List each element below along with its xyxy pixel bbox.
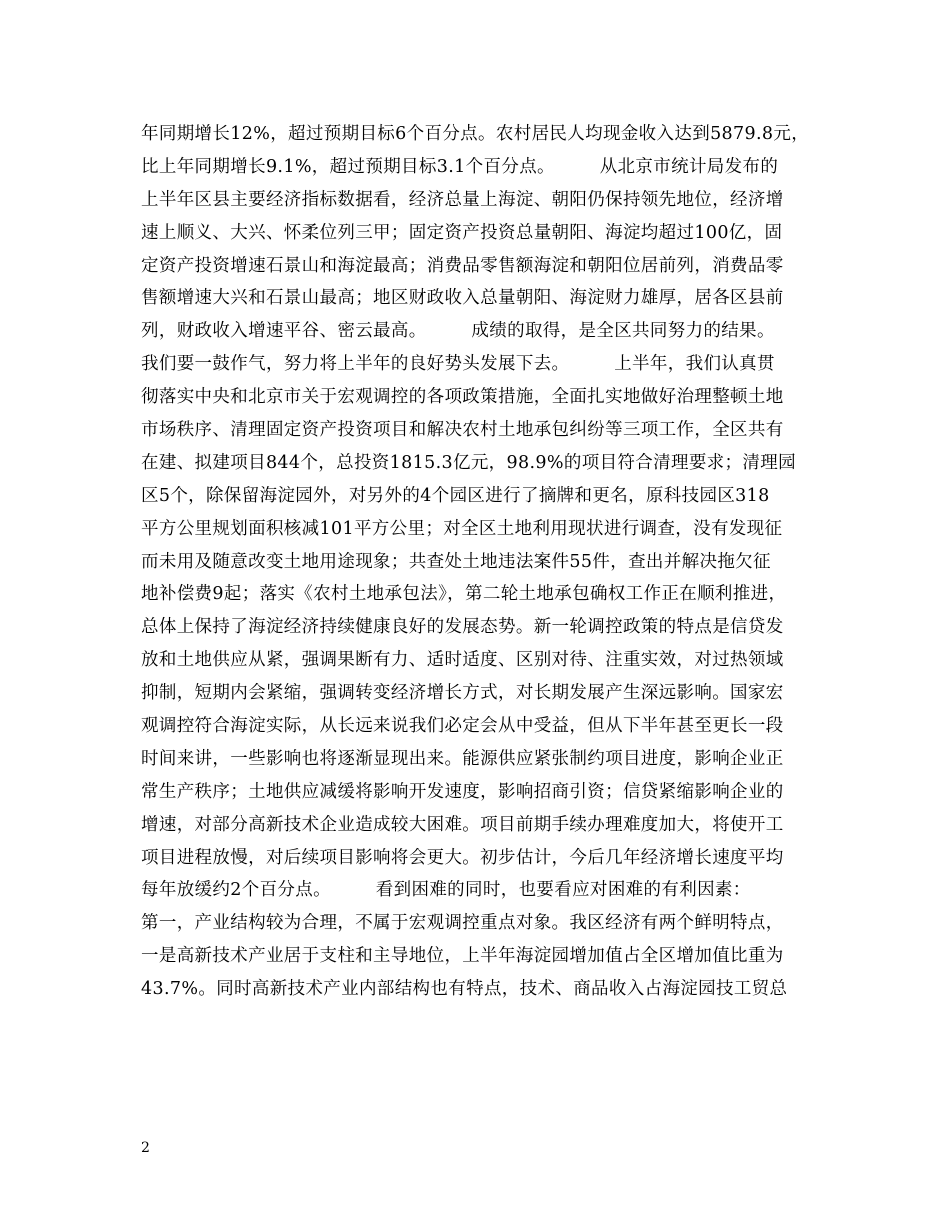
- text-line: 一是高新技术产业居于支柱和主导地位，上半年海淀园增加值占全区增加值比重为: [141, 946, 784, 967]
- text-line: 时间来讲，一些影响也将逐渐显现出来。能源供应紧张制约项目进度，影响企业正: [141, 748, 784, 769]
- text-line: 增速，对部分高新技术企业造成较大困难。项目前期手续办理难度加大，将使开工: [141, 814, 784, 835]
- text-line: 43.7%。同时高新技术产业内部结构也有特点，技术、商品收入占海淀园技工贸总: [141, 979, 788, 1000]
- text-line: 项目进程放慢，对后续项目影响将会更大。初步估计，今后几年经济增长速度平均: [141, 847, 784, 868]
- text-line: 市场秩序、清理固定资产投资项目和解决农村土地承包纠纷等三项工作，全区共有: [141, 420, 784, 441]
- text-line: 上半年区县主要经济指标数据看，经济总量上海淀、朝阳仍保持领先地位，经济增: [141, 189, 784, 210]
- text-line: 比上年同期增长9.1%，超过预期目标3.1个百分点。 从北京市统计局发布的: [141, 156, 779, 177]
- text-line: 定资产投资增速石景山和海淀最高；消费品零售额海淀和朝阳位居前列，消费品零: [141, 255, 784, 276]
- body-text: [141, 118, 841, 1006]
- text-line: 在建、拟建项目844个，总投资1815.3亿元，98.9%的项目符合清理要求；清理园: [141, 452, 796, 473]
- text-line: 速上顺义、大兴、怀柔位列三甲；固定资产投资总量朝阳、海淀均超过100亿，固: [141, 222, 783, 243]
- text-line: 每年放缓约2个百分点。 看到困难的同时，也要看应对困难的有利因素：: [141, 880, 751, 901]
- text-line: 常生产秩序；土地供应减缓将影响开发速度，影响招商引资；信贷紧缩影响企业的: [141, 781, 784, 802]
- text-line: 而未用及随意改变土地用途现象；共查处土地违法案件55件，查出并解决拖欠征: [141, 551, 771, 572]
- text-line: 彻落实中央和北京市关于宏观调控的各项政策措施，全面扎实地做好治理整顿土地: [141, 387, 784, 408]
- text-line: 地补偿费9起；落实《农村土地承包法》，第二轮土地承包确权工作正在顺利推进，: [141, 584, 787, 605]
- text-line: 我们要一鼓作气，努力将上半年的良好势头发展下去。 上半年，我们认真贯: [141, 354, 775, 375]
- text-line: 抑制，短期内会紧缩，强调转变经济增长方式，对长期发展产生深远影响。国家宏: [141, 683, 784, 704]
- text-line: 观调控符合海淀实际，从长远来说我们必定会从中受益，但从下半年甚至更长一段: [141, 716, 784, 737]
- text-line: 列，财政收入增速平谷、密云最高。 成绩的取得，是全区共同努力的结果。: [141, 321, 775, 342]
- text-line: 区5个，除保留海淀园外，对另外的4个园区进行了摘牌和更名，原科技园区318: [141, 485, 770, 506]
- text-line: 总体上保持了海淀经济持续健康良好的发展态势。新一轮调控政策的特点是信贷发: [141, 617, 784, 638]
- text-line: 售额增速大兴和石景山最高；地区财政收入总量朝阳、海淀财力雄厚，居各区县前: [141, 288, 784, 309]
- text-line: 放和土地供应从紧，强调果断有力、适时适度、区别对待、注重实效，对过热领域: [141, 650, 784, 671]
- text-line: 第一，产业结构较为合理，不属于宏观调控重点对象。我区经济有两个鲜明特点，: [141, 913, 784, 934]
- text-line: 平方公里规划面积核减101平方公里；对全区土地利用现状进行调查，没有发现征: [141, 518, 783, 539]
- page-number: 2: [141, 1140, 150, 1156]
- text-line: 年同期增长12%，超过预期目标6个百分点。农村居民人均现金收入达到5879.8元，: [141, 124, 810, 144]
